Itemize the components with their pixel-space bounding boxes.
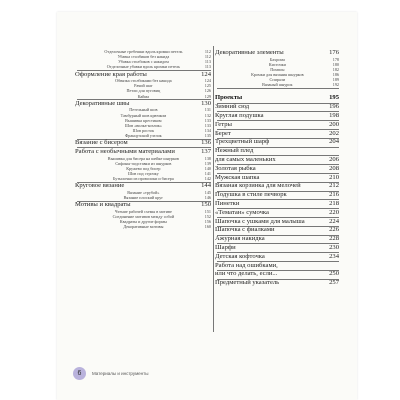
- toc-subentry: [75, 64, 211, 69]
- toc-entry-title: Декоративные швы: [75, 99, 130, 107]
- toc-entry-title: Гетры: [215, 120, 232, 128]
- toc-entry-title: Детская кофточка: [215, 252, 265, 260]
- toc-entry-title: Отделочные убавки вдоль кромки петель: [106, 64, 181, 70]
- toc-entry-page: 124: [204, 78, 211, 84]
- toc-entry-title: Круговое вязание: [75, 182, 125, 190]
- toc-entry-title: Нежный плед: [215, 147, 254, 155]
- toc-entry-page: 220: [329, 208, 339, 216]
- toc-entry-title: Работа с необычными материалами: [75, 148, 175, 155]
- toc-entry-title: Петельный шов: [129, 107, 158, 113]
- toc-entry-title: Вязаная корзинка для мелочей: [215, 182, 301, 190]
- toc-entry-title: Вышивка для бисера на шейке шнурков: [107, 155, 179, 161]
- toc-entry-title: Помпон: [270, 66, 285, 72]
- toc-entry: [215, 156, 339, 163]
- toc-entry-page: 210: [329, 173, 339, 181]
- toc-entry-page: 146: [204, 195, 211, 200]
- toc-entry-title: Бутылочки из проволоки и бисера: [112, 176, 174, 181]
- toc-entry-title: Мотивы и квадраты: [75, 201, 131, 209]
- toc-entry-page: 144: [201, 182, 211, 190]
- toc-entry-page: 126: [204, 88, 211, 94]
- toc-entry-page: 134: [204, 127, 211, 133]
- toc-entry: [75, 139, 211, 146]
- toc-entry-title: Французский узелок: [124, 132, 162, 138]
- toc-entry-title: Убавка столбиков без накида: [117, 54, 170, 60]
- toc-entry: [215, 94, 339, 101]
- toc-entry-page: 140: [204, 165, 211, 171]
- toc-entry-title: Декоративные мотивы: [123, 224, 164, 230]
- toc-entry-title: Предметный указатель: [215, 279, 280, 287]
- toc-entry-title: Бахрома: [269, 56, 285, 62]
- toc-entry-title: Шапочка с фиалками: [215, 226, 275, 234]
- toc-entry: [215, 49, 339, 56]
- toc-entry-page: 226: [329, 226, 339, 234]
- toc-entry-page: 224: [329, 217, 339, 225]
- toc-entry: [215, 253, 339, 260]
- toc-entry: [215, 112, 339, 119]
- toc-entry-page: 189: [332, 77, 339, 82]
- toc-entry-title: Вышивка крестиком: [125, 117, 162, 123]
- toc-entry: [215, 103, 339, 110]
- toc-entry: [75, 71, 211, 78]
- toc-entry-page: 176: [329, 49, 339, 56]
- toc-entry-page: 230: [329, 244, 339, 251]
- toc-entry-page: 150: [201, 201, 211, 209]
- toc-entry-title: для самых маленьких: [215, 156, 276, 163]
- toc-entry-page: 129: [204, 93, 211, 99]
- toc-entry-page: 202: [329, 129, 339, 137]
- toc-entry-title: Круглая подушка: [215, 112, 264, 119]
- page-number-badge: 6: [73, 367, 86, 380]
- toc-entry: [215, 165, 339, 172]
- toc-entry-page: 130: [201, 99, 211, 107]
- toc-entry-page: 113: [204, 64, 211, 70]
- toc-entry-title: Вязание «трубой»: [127, 189, 160, 195]
- toc-entry-page: 216: [329, 191, 339, 199]
- toc-entry: [215, 209, 339, 216]
- toc-entry-page: 180: [332, 61, 339, 67]
- toc-entry-title: Оформление края работы: [75, 70, 147, 78]
- toc-entry-title: Шов «вилка-козлик»: [124, 122, 162, 128]
- toc-entry: [75, 182, 211, 189]
- toc-subentry: [75, 176, 211, 181]
- toc-entry-title: Квадраты и другие формы: [119, 219, 167, 225]
- toc-entry-page: 151: [204, 208, 211, 214]
- toc-entry: [215, 130, 339, 137]
- toc-entry-page: 257: [329, 279, 339, 287]
- toc-entry: [75, 201, 211, 208]
- toc-entry-page: 192: [332, 82, 339, 88]
- toc-entry-title: Сифоны-подставки из шнурков: [115, 160, 172, 166]
- toc-entry-title: Спирали: [269, 77, 286, 82]
- toc-entry-title: Соединение мотивов между собой: [112, 214, 175, 219]
- toc-entry: [215, 226, 339, 233]
- toc-entry-title: Пинетки: [215, 200, 240, 207]
- toc-entry-title: Рачий шаг: [134, 83, 153, 89]
- toc-entry-page: 212: [329, 182, 339, 190]
- toc-entry-title: Кайма: [137, 93, 150, 99]
- toc-entry-page: 228: [329, 235, 339, 243]
- toc-entry-title: Подушка в стиле печворк: [215, 191, 287, 199]
- toc-entry-title: Кромки для вязания шнурков: [251, 71, 304, 77]
- toc-entry-title: Вязаный шнурок: [262, 82, 293, 88]
- page-footer: [73, 367, 148, 380]
- toc-entry: [215, 244, 339, 251]
- book-page: [57, 12, 357, 400]
- toc-subentry: [75, 224, 211, 229]
- toc-entry-title: Зимний сюд: [215, 103, 250, 111]
- toc-entry-page: 160: [204, 224, 211, 230]
- toc-entry: [215, 262, 339, 269]
- toc-entry-page: 206: [329, 156, 339, 163]
- toc-entry: [215, 235, 339, 242]
- toc-entry: [215, 218, 339, 225]
- toc-entry-title: Кисточки: [268, 61, 286, 67]
- toc-entry: [215, 270, 339, 277]
- toc-entry-title: Тамбурный шов крючком: [120, 112, 167, 118]
- toc-entry: [215, 279, 339, 286]
- toc-entry: [215, 138, 339, 145]
- toc-entry-title: Трехцветный шарф: [215, 138, 270, 146]
- toc-entry-title: Шапочка с ушками для малыша: [215, 217, 305, 225]
- toc-entry-page: 195: [329, 94, 339, 102]
- toc-subentry: [75, 195, 211, 200]
- toc-entry-page: 131: [204, 107, 211, 113]
- toc-entry-page: 133: [204, 117, 211, 123]
- toc-entry-page: 178: [332, 56, 339, 62]
- toc-entry-page: 196: [329, 103, 339, 111]
- toc-entry-page: 132: [204, 112, 211, 118]
- toc-entry-title: Ажурная накидка: [215, 235, 265, 243]
- toc-entry: [75, 100, 211, 107]
- toc-entry-page: 133: [204, 122, 211, 128]
- toc-entry: [215, 147, 339, 154]
- toc-entry-page: 198: [329, 112, 339, 119]
- toc-entry-page: 141: [204, 170, 211, 176]
- toc-entry-page: 125: [204, 83, 211, 89]
- toc-entry-page: 113: [204, 59, 211, 65]
- toc-entry-page: 182: [332, 66, 339, 72]
- toc-entry: [215, 174, 339, 181]
- toc-entry-page: 250: [329, 270, 339, 278]
- toc-entry-page: 136: [201, 139, 211, 147]
- toc-entry-title: Проекты: [215, 94, 243, 102]
- toc-entry-title: Кружево под бисер: [126, 165, 161, 171]
- footer-section-title: Материалы и инструменты: [92, 371, 149, 376]
- toc-entry: [215, 191, 339, 198]
- toc-entry-page: 218: [329, 200, 339, 207]
- toc-entry-title: Шарфи: [215, 244, 236, 251]
- column-divider: [213, 46, 214, 332]
- toc-entry-title: Декоративные элементы: [215, 49, 284, 56]
- toc-entry-title: Золотая рыбка: [215, 164, 256, 172]
- toc-separator: [217, 88, 339, 89]
- toc-entry-title: Убавка столбиков с накидом: [118, 59, 169, 65]
- toc-entry: [215, 121, 339, 128]
- toc-entry-page: 112: [204, 54, 211, 60]
- toc-entry-page: 208: [329, 164, 339, 172]
- toc-subentry: [215, 82, 339, 87]
- toc-entry-title: Вязание плоский круг: [123, 195, 164, 200]
- toc-entry-page: 234: [329, 252, 339, 260]
- toc-entry-page: 142: [204, 176, 211, 181]
- toc-entry-page: 112: [204, 49, 211, 54]
- toc-entry-title: Мужская шапка: [215, 173, 260, 181]
- toc-entry-title: Вязание с бисером: [75, 139, 128, 147]
- toc-entry-page: 124: [201, 70, 211, 78]
- toc-entry-page: 200: [329, 120, 339, 128]
- toc-entry-title: Шов росток: [132, 127, 155, 133]
- toc-entry-title: Петли для пуговиц: [126, 88, 161, 94]
- toc-entry-title: Обвязка столбиками без накида: [115, 78, 172, 84]
- toc-entry-title: Шов под строчку: [127, 170, 159, 176]
- toc-entry-page: 135: [204, 132, 211, 138]
- toc-entry: [75, 148, 211, 155]
- toc-entry-page: 139: [204, 160, 211, 166]
- toc-entry-page: 138: [204, 155, 211, 161]
- toc-entry-title: или что делать, если...: [215, 270, 278, 278]
- toc-entry-page: 156: [204, 219, 211, 225]
- toc-entry-title: Берет: [215, 129, 231, 137]
- toc-subentry: [75, 94, 211, 99]
- toc-entry: [215, 200, 339, 207]
- toc-entry-title: «Тематан» сумочка: [215, 208, 269, 216]
- toc-entry-page: 145: [204, 189, 211, 195]
- toc-subentry: [75, 133, 211, 138]
- toc-entry-page: 137: [201, 148, 211, 155]
- toc-entry-page: 204: [329, 138, 339, 146]
- toc-entry-page: 186: [332, 71, 339, 77]
- toc-entry: [215, 182, 339, 189]
- toc-entry-page: 152: [204, 214, 211, 219]
- toc-entry-title: Работа над ошибками,: [215, 261, 278, 269]
- toc-entry-title: Отделочные гребешки вдоль кромки петель: [104, 49, 183, 54]
- toc-entry-title: Чтение рабочей схемы в мотиве: [114, 208, 172, 214]
